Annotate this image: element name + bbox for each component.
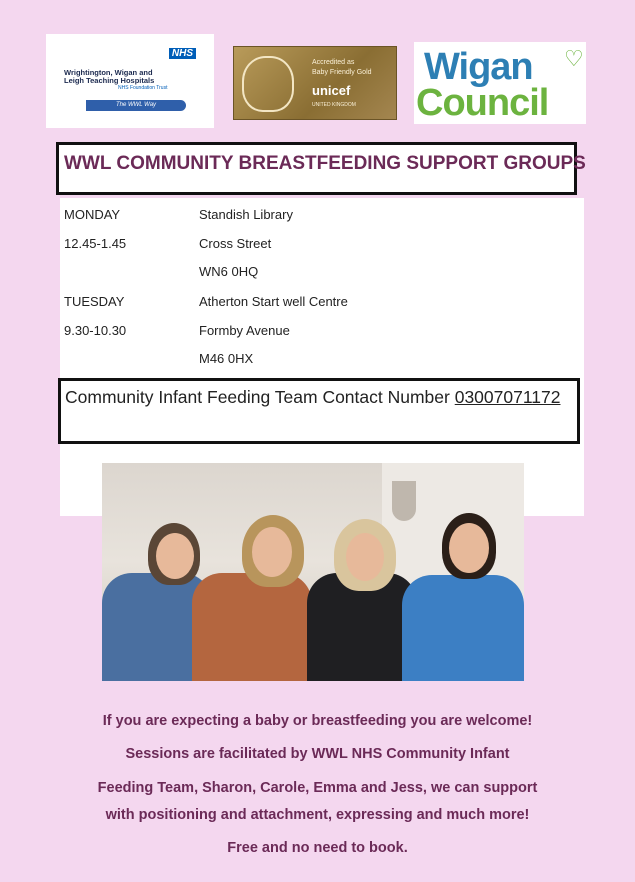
wigan-logo-line2: Council bbox=[416, 82, 549, 124]
contact-phone-number[interactable]: 03007071172 bbox=[454, 387, 561, 407]
group-2-day: TUESDAY bbox=[64, 294, 125, 309]
unicef-baby-friendly-logo bbox=[233, 46, 397, 120]
facilitated-line-3: with positioning and attachment, expressing and much more! bbox=[105, 807, 530, 823]
free-no-booking-line: Free and no need to book. bbox=[227, 840, 408, 856]
group-1-time: 12.45-1.45 bbox=[64, 236, 127, 251]
wigan-council-logo bbox=[414, 42, 586, 124]
welcome-line: If you are expecting a baby or breastfeeding you are welcome! bbox=[102, 713, 533, 729]
page-title: WWL COMMUNITY BREASTFEEDING SUPPORT GROUPS bbox=[64, 153, 586, 174]
nhs-badge: NHS bbox=[169, 48, 196, 59]
nhs-trust-logo bbox=[46, 34, 214, 128]
group-1-street: Cross Street bbox=[199, 236, 272, 251]
nhs-logo-line2: Leigh Teaching Hospitals bbox=[64, 76, 155, 85]
group-2-street: Formby Avenue bbox=[199, 323, 290, 338]
unicef-accredited-line2: Baby Friendly Gold bbox=[312, 69, 372, 76]
contact-label: Community Infant Feeding Team Contact Number bbox=[65, 387, 455, 407]
page-title-box bbox=[56, 142, 586, 195]
unicef-accredited-line1: Accredited as bbox=[312, 59, 355, 66]
nhs-logo-line1: Wrightington, Wigan and bbox=[64, 68, 153, 77]
heart-icon: ♡ bbox=[564, 46, 584, 71]
nhs-logo-tagline: The WWL Way bbox=[86, 100, 186, 111]
group-2-postcode: M46 0HX bbox=[199, 351, 254, 366]
unicef-region: UNITED KINGDOM bbox=[312, 102, 356, 108]
nhs-logo-trust: NHS Foundation Trust bbox=[118, 85, 168, 91]
facilitated-line-2: Feeding Team, Sharon, Carole, Emma and Jess, we can support bbox=[97, 780, 538, 796]
group-1-day: MONDAY bbox=[64, 207, 121, 222]
group-2-time: 9.30-10.30 bbox=[64, 323, 127, 338]
mother-baby-icon bbox=[242, 56, 294, 112]
unicef-name: unicef bbox=[312, 83, 351, 98]
facilitated-line-1: Sessions are facilitated by WWL NHS Community Infant bbox=[125, 746, 510, 762]
team-photo bbox=[102, 463, 524, 681]
wigan-logo-line1: Wigan bbox=[424, 46, 533, 88]
group-2-venue: Atherton Start well Centre bbox=[199, 294, 348, 309]
group-1-postcode: WN6 0HQ bbox=[199, 264, 259, 279]
contact-box bbox=[58, 378, 580, 444]
group-1-venue: Standish Library bbox=[199, 207, 293, 222]
contact-line bbox=[65, 387, 560, 408]
